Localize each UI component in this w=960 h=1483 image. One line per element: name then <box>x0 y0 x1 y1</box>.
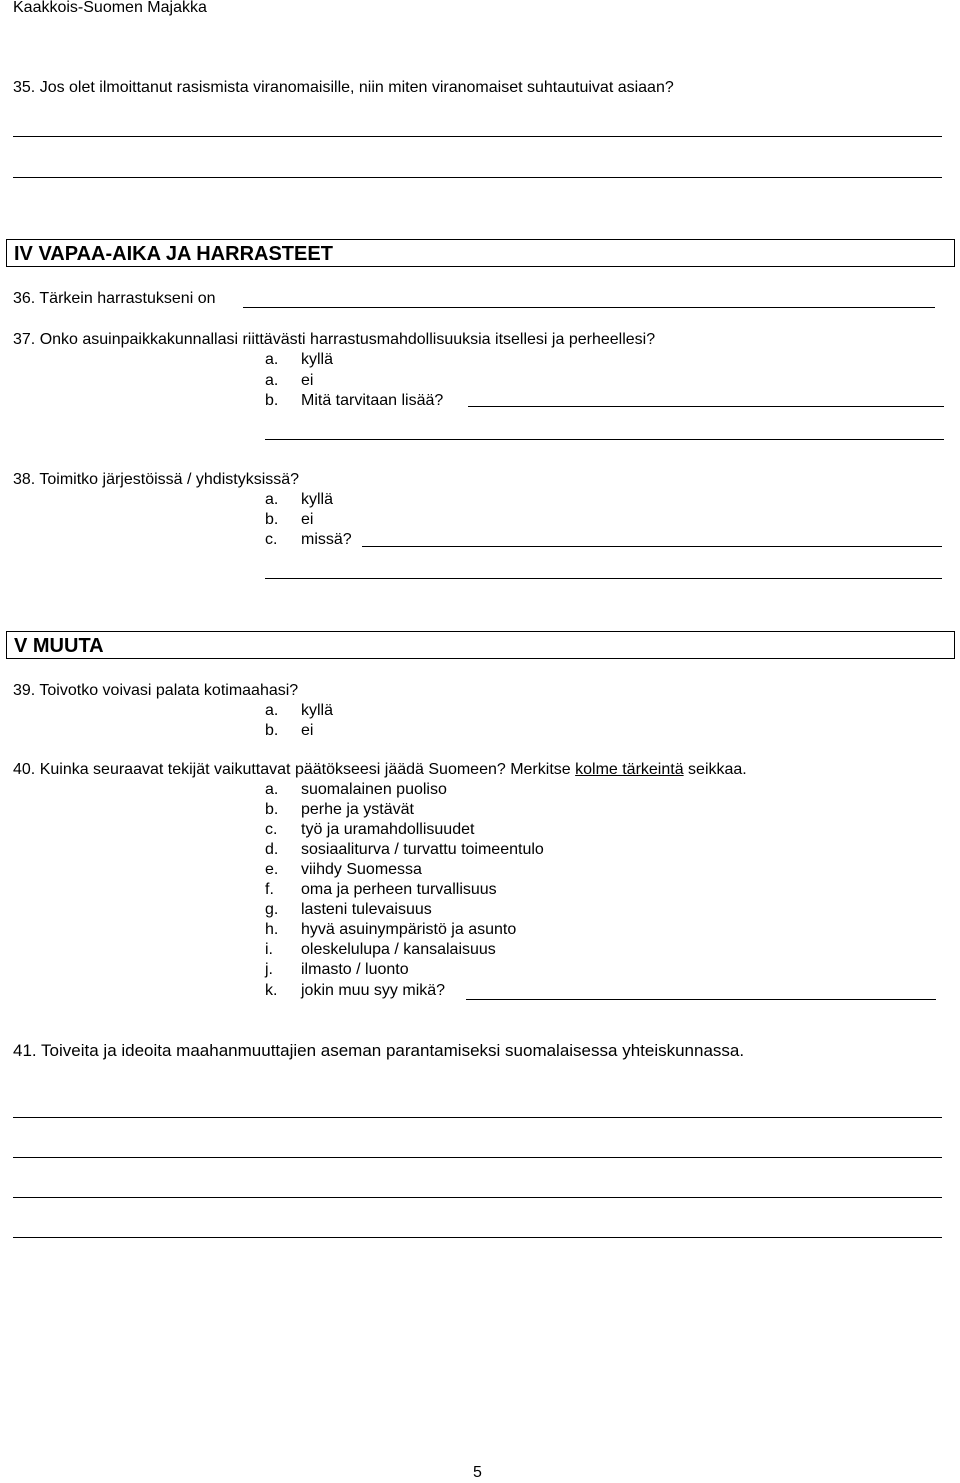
option-letter: d. <box>265 841 279 858</box>
question-36: 36. Tärkein harrastukseni on <box>13 290 216 307</box>
option-letter: b. <box>265 801 279 818</box>
option-letter: g. <box>265 901 279 918</box>
answer-line[interactable] <box>13 1117 942 1118</box>
question-35: 35. Jos olet ilmoittanut rasismista viranomaisille, niin miten viranomaiset suhtautuivat asiaan? <box>13 79 674 96</box>
option-label: työ ja uramahdollisuudet <box>301 821 475 838</box>
option-letter: c. <box>265 531 278 548</box>
option-label: perhe ja ystävät <box>301 801 414 818</box>
option-letter: k. <box>265 982 278 999</box>
option-label: ilmasto / luonto <box>301 961 409 978</box>
answer-line[interactable] <box>13 1237 942 1238</box>
option-letter: a. <box>265 351 279 368</box>
question-40-emphasis: kolme tärkeintä <box>575 761 684 778</box>
section-heading-iv: IV VAPAA-AIKA JA HARRASTEET <box>6 239 955 267</box>
answer-line[interactable] <box>362 546 942 547</box>
option-letter: h. <box>265 921 279 938</box>
option-label: ei <box>301 511 314 528</box>
option-letter: e. <box>265 861 279 878</box>
option-letter: i. <box>265 941 273 958</box>
option-letter: c. <box>265 821 278 838</box>
answer-line[interactable] <box>265 439 944 440</box>
option-label: kyllä <box>301 702 334 719</box>
option-letter: a. <box>265 702 279 719</box>
question-38: 38. Toimitko järjestöissä / yhdistyksissä? <box>13 471 300 488</box>
option-letter: j. <box>265 961 273 978</box>
option-letter: a. <box>265 372 279 389</box>
option-label: lasteni tulevaisuus <box>301 901 432 918</box>
answer-line[interactable] <box>13 1157 942 1158</box>
option-letter: f. <box>265 881 274 898</box>
option-letter: a. <box>265 491 279 508</box>
answer-line[interactable] <box>468 406 944 407</box>
question-39: 39. Toivotko voivasi palata kotimaahasi? <box>13 682 299 699</box>
option-label: Mitä tarvitaan lisää? <box>301 392 444 409</box>
option-letter: b. <box>265 392 279 409</box>
option-label: jokin muu syy mikä? <box>301 982 446 999</box>
question-40-text: 40. Kuinka seuraavat tekijät vaikuttavat päätökseesi jäädä Suomeen? Merkitse <box>13 761 576 778</box>
answer-line[interactable] <box>13 136 942 137</box>
option-label: ei <box>301 372 314 389</box>
question-41: 41. Toiveita ja ideoita maahanmuuttajien aseman parantamiseksi suomalaisessa yhteiskunnassa. <box>13 1041 745 1060</box>
option-label: kyllä <box>301 351 334 368</box>
page-header: Kaakkois-Suomen Majakka <box>13 0 207 16</box>
option-label: oleskelulupa / kansalaisuus <box>301 941 496 958</box>
option-label: missä? <box>301 531 352 548</box>
answer-line[interactable] <box>243 307 935 308</box>
answer-line[interactable] <box>13 1197 942 1198</box>
option-label: kyllä <box>301 491 334 508</box>
question-37: 37. Onko asuinpaikkakunnallasi riittävästi harrastusmahdollisuuksia itsellesi ja perheellesi? <box>13 331 656 348</box>
question-40-text-end: seikkaa. <box>683 761 747 778</box>
answer-line[interactable] <box>13 177 942 178</box>
option-label: ei <box>301 722 314 739</box>
option-label: viihdy Suomessa <box>301 861 422 878</box>
answer-line[interactable] <box>265 578 942 579</box>
option-letter: b. <box>265 511 279 528</box>
option-label: suomalainen puoliso <box>301 781 447 798</box>
answer-line[interactable] <box>466 999 936 1000</box>
option-letter: b. <box>265 722 279 739</box>
question-40 <box>13 760 747 780</box>
option-label: sosiaaliturva / turvattu toimeentulo <box>301 841 544 858</box>
option-label: hyvä asuinympäristö ja asunto <box>301 921 517 938</box>
option-letter: a. <box>265 781 279 798</box>
page-number: 5 <box>473 1464 482 1481</box>
section-heading-v: V MUUTA <box>6 631 955 659</box>
option-label: oma ja perheen turvallisuus <box>301 881 497 898</box>
